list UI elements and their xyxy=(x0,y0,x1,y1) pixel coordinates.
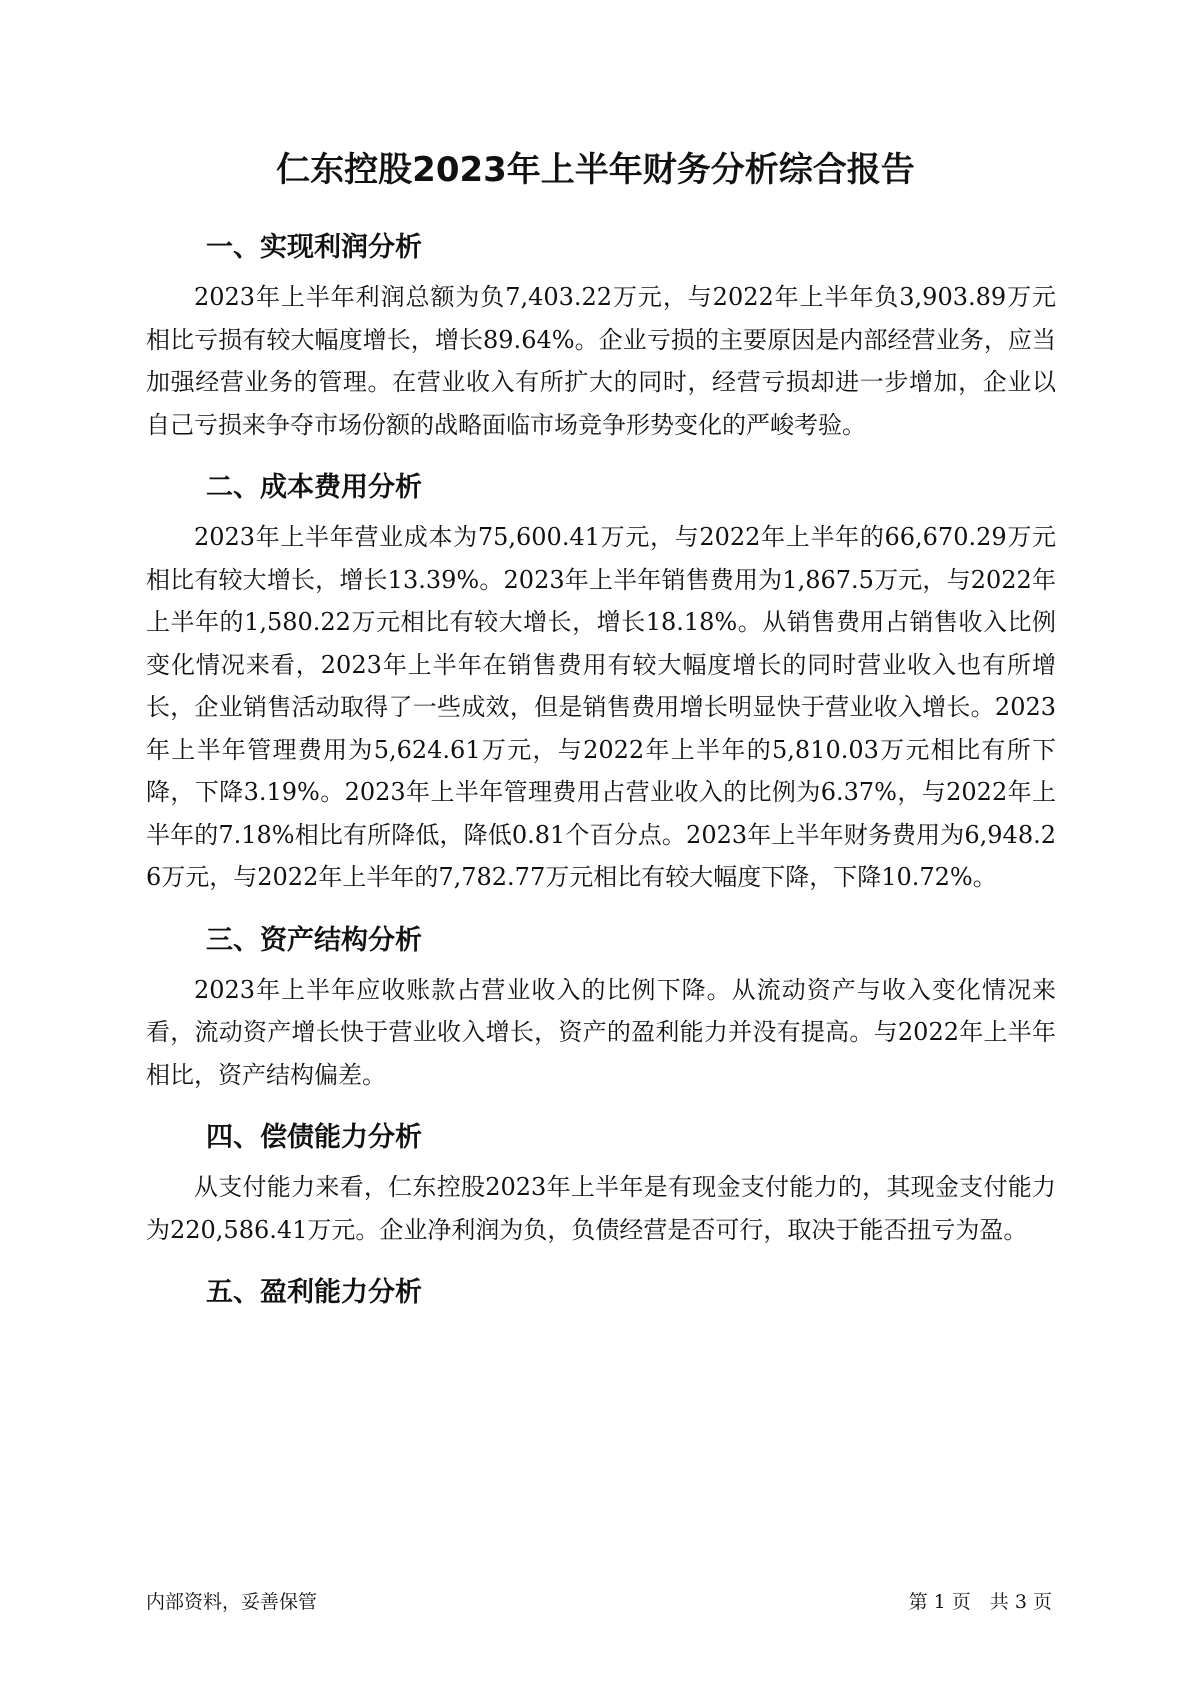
page-total: 3 xyxy=(1014,1591,1027,1613)
section-heading: 三、资产结构分析 xyxy=(206,924,422,956)
document-body xyxy=(146,228,1056,1321)
section-paragraph: 2023年上半年应收账款占营业收入的比例下降。从流动资产与收入变化情况来看，流动资产增长快于营业收入增长，资产的盈利能力并没有提高。与2022年上半年相比，资产结构偏差。 xyxy=(146,975,1056,1089)
section-asset-structure xyxy=(146,921,1056,1097)
section-paragraph: 从支付能力来看，仁东控股2023年上半年是有现金支付能力的，其现金支付能力为220,586.41万元。企业净利润为负，负债经营是否可行，取决于能否扭亏为盈。 xyxy=(146,1173,1056,1244)
page-footer xyxy=(146,1589,1052,1615)
page-prefix: 第 xyxy=(908,1591,928,1613)
section-paragraph: 2023年上半年营业成本为75,600.41万元，与2022年上半年的66,670.29万元相比有较大增长，增长13.39%。2023年上半年销售费用为1,867.5万元，与2022年上半年的1,580.22万元相比有较大增长，增长18.18%。从销售费用占销售收入比例变化情况来看，2023年上半年在销售费用有较大幅度增长的同时营业收入也有所增长，企业销售活动取得了一些成效，但是销售费用增长明显快于营业收入增长。2023年上半年管理费用为5,624.61万元，与2022年上半年的5,810.03万元相比有所下降，下降3.19%。2023年上半年管理费用占营业收入的比例为6.37%，与2022年上半年的7.18%相比有所降低，降低0.81个百分点。2023年上半年财务费用为6,948.26万元，与2022年上半年的7,782.77万元相比有较大幅度下降，下降10.72%。 xyxy=(146,523,1056,891)
page-number xyxy=(909,1589,1052,1615)
section-cost xyxy=(146,468,1056,899)
document-title: 仁东控股2023年上半年财务分析综合报告 xyxy=(276,150,915,190)
section-profitability xyxy=(146,1273,1056,1313)
page-suffix: 页 xyxy=(1032,1591,1052,1613)
page-mid: 页 共 xyxy=(951,1591,1009,1613)
section-heading: 五、盈利能力分析 xyxy=(206,1277,422,1308)
section-profit xyxy=(146,228,1056,446)
page-current: 1 xyxy=(933,1591,946,1613)
section-paragraph: 2023年上半年利润总额为负7,403.22万元，与2022年上半年负3,903.89万元相比亏损有较大幅度增长，增长89.64%。企业亏损的主要原因是内部经营业务，应当加强经营业务的管理。在营业收入有所扩大的同时，经营亏损却进一步增加，企业以自己亏损来争夺市场份额的战略面临市场竞争形势变化的严峻考验。 xyxy=(146,283,1056,439)
section-heading: 一、实现利润分析 xyxy=(206,232,422,263)
confidential-note: 内部资料，妥善保管 xyxy=(146,1591,318,1613)
section-heading: 四、偿债能力分析 xyxy=(206,1122,422,1153)
section-heading: 二、成本费用分析 xyxy=(206,472,422,503)
section-solvency xyxy=(146,1118,1056,1251)
